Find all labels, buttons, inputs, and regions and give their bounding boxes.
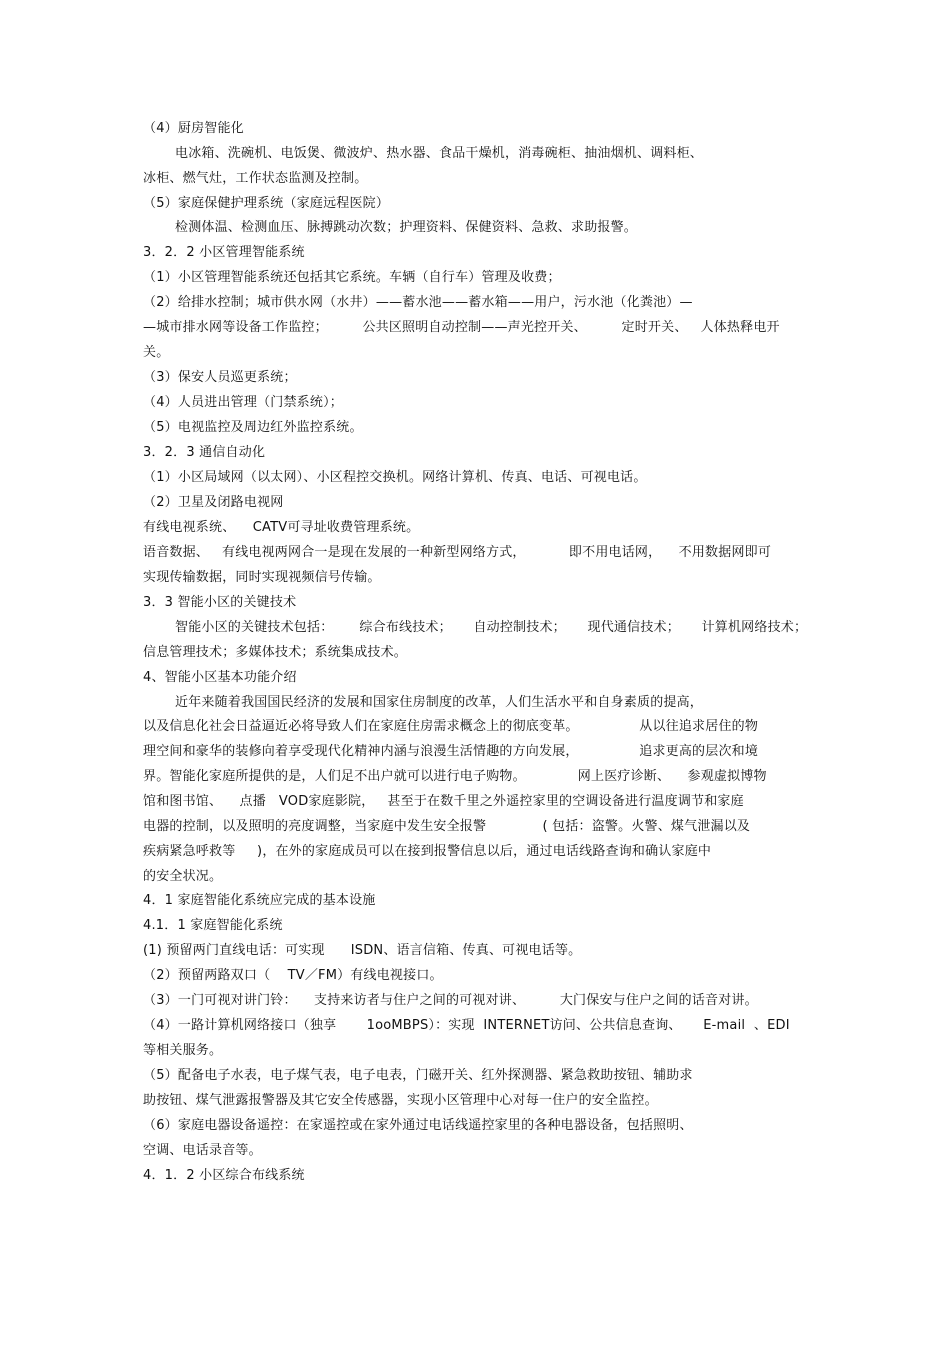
list-item: （4）人员进出管理（门禁系统）；	[143, 395, 343, 410]
paragraph-line: 理空间和豪华的装修向着享受现代化精神内涵与浪漫生活情趣的方向发展， 追求更高的层次和境	[143, 744, 759, 759]
section-heading-3-3: 3．3 智能小区的关键技术	[143, 595, 297, 610]
paragraph-line: 助按钮、煤气泄露报警器及其它安全传感器，实现小区管理中心对每一住户的安全监控。	[143, 1093, 658, 1108]
paragraph-line: 馆和图书馆、 点播 VOD家庭影院， 甚至于在数千里之外遥控家里的空调设备进行温度调节和家庭	[143, 794, 744, 809]
list-item: （4）一路计算机网络接口（独享 1ooMBPS）：实现 INTERNET访问、公共信息查询、 E-mail 、EDI	[143, 1018, 790, 1033]
list-item: (1) 预留两门直线电话：可实现 ISDN、语言信箱、传真、可视电话等。	[143, 943, 582, 958]
paragraph-line: 界。智能化家庭所提供的是，人们足不出户就可以进行电子购物。 网上医疗诊断、 参观虚拟博物	[143, 769, 767, 784]
paragraph-line: 的安全状况。	[143, 869, 223, 884]
section-heading-3-2-3: 3．2．3 通信自动化	[143, 445, 266, 460]
list-item: （6）家庭电器设备遥控：在家遥控或在家外通过电话线遥控家里的各种电器设备，包括照明、	[143, 1118, 693, 1133]
list-item: （3）保安人员巡更系统；	[143, 370, 297, 385]
heading-kitchen: （4）厨房智能化	[143, 121, 244, 136]
section-heading-4: 4、智能小区基本功能介绍	[143, 670, 297, 685]
list-item: （5）电视监控及周边红外监控系统。	[143, 420, 363, 435]
paragraph-line: 以及信息化社会日益逼近必将导致人们在家庭住房需求概念上的彻底变革。 从以往追求居住的物	[143, 719, 759, 734]
list-item: （2）预留两路双口（ TV／FM）有线电视接口。	[143, 968, 443, 983]
paragraph-line: 近年来随着我国国民经济的发展和国家住房制度的改革，人们生活水平和自身素质的提高，	[175, 695, 704, 710]
list-item: （1）小区管理智能系统还包括其它系统。车辆（自行车）管理及收费；	[143, 270, 561, 285]
paragraph-line: 电冰箱、洗碗机、电饭煲、微波炉、热水器、食品干燥机，消毒碗柜、抽油烟机、调料柜、	[175, 146, 704, 161]
list-item: （3）一门可视对讲门铃： 支持来访者与住户之间的可视对讲、 大门保安与住户之间的话音对讲。	[143, 993, 758, 1008]
list-item: （1）小区局域网（以太网）、小区程控交换机。网络计算机、传真、电话、可视电话。	[143, 470, 647, 485]
list-item: （5）配备电子水表，电子煤气表，电子电表，门磁开关、红外探测器、紧急救助按钮、辅助求	[143, 1068, 693, 1083]
paragraph-line: 智能小区的关键技术包括： 综合布线技术； 自动控制技术； 现代通信技术； 计算机网络技术；	[175, 620, 808, 635]
section-heading-4-1: 4．1 家庭智能化系统应完成的基本设施	[143, 893, 376, 908]
paragraph-line: 语音数据、 有线电视两网合一是现在发展的一种新型网络方式， 即不用电话网， 不用数据网即可	[143, 545, 772, 560]
paragraph-line: 空调、电话录音等。	[143, 1143, 262, 1158]
paragraph-line: 关。	[143, 345, 170, 360]
paragraph-line: —城市排水网等设备工作监控； 公共区照明自动控制——声光控开关、 定时开关、 人体热释电开	[143, 320, 780, 335]
list-item: （2）给排水控制；城市供水网（水井）——蓄水池——蓄水箱——用户，污水池（化粪池）—	[143, 295, 693, 310]
list-item: （2）卫星及闭路电视网	[143, 495, 284, 510]
paragraph-line: 冰柜、燃气灶，工作状态监测及控制。	[143, 171, 368, 186]
section-heading-4-1-2: 4．1．2 小区综合布线系统	[143, 1168, 305, 1183]
paragraph-line: 疾病紧急呼救等 )，在外的家庭成员可以在接到报警信息以后，通过电话线路查询和确认家庭中	[143, 844, 712, 859]
paragraph-line: 有线电视系统、 CATV可寻址收费管理系统。	[143, 520, 420, 535]
section-heading-4-1-1: 4.1．1 家庭智能化系统	[143, 918, 283, 933]
paragraph-line: 信息管理技术；多媒体技术；系统集成技术。	[143, 645, 408, 660]
paragraph-line: 检测体温、检测血压、脉搏跳动次数；护理资料、保健资料、急救、求助报警。	[175, 220, 638, 235]
paragraph-line: 等相关服务。	[143, 1043, 223, 1058]
paragraph-line: 实现传输数据，同时实现视频信号传输。	[143, 570, 381, 585]
paragraph-line: 电器的控制，以及照明的亮度调整，当家庭中发生安全报警 ( 包括：盗警。火警、煤气泄漏以及	[143, 819, 751, 834]
section-heading-3-2-2: 3．2．2 小区管理智能系统	[143, 245, 305, 260]
heading-health-care: （5）家庭保健护理系统（家庭远程医院）	[143, 196, 390, 211]
